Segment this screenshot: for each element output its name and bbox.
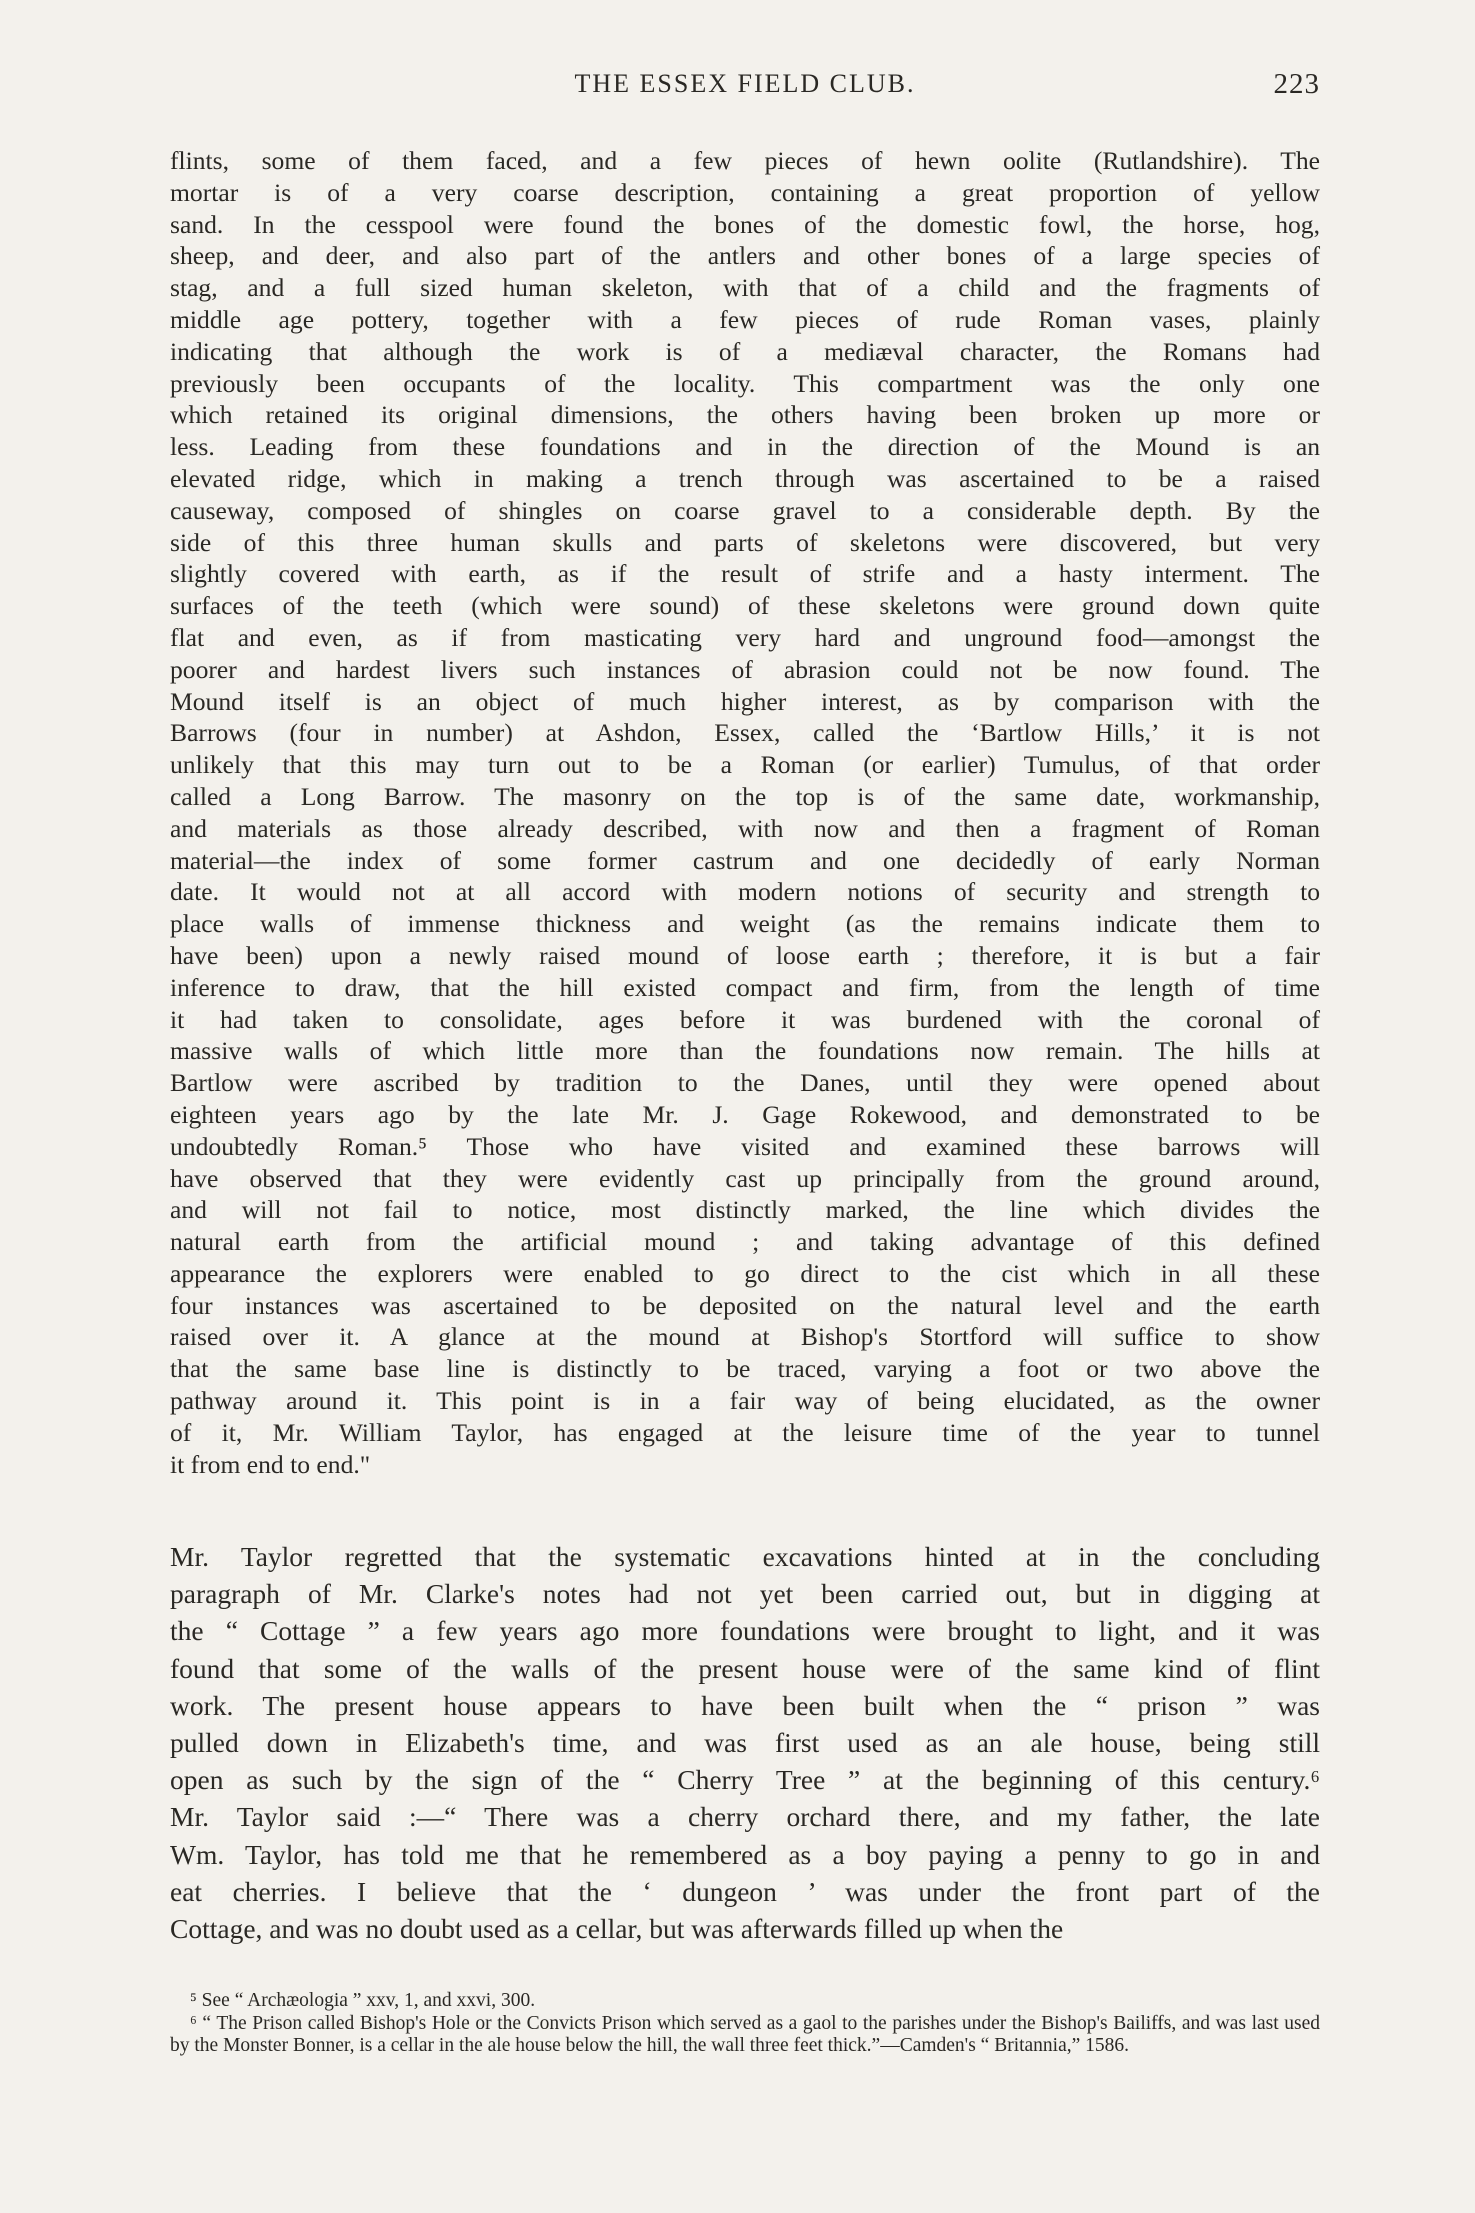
body-text-line: the “ Cottage ” a few years ago more foundations were brought to light, and it was xyxy=(170,1615,1320,1647)
quote-text-line: inference to draw, that the hill existed compact and firm, from the length of time xyxy=(170,972,1320,1002)
quote-text-line: four instances was ascertained to be deposited on the natural level and the earth xyxy=(170,1290,1320,1320)
quote-text-line: Bartlow were ascribed by tradition to the Danes, until they were opened about xyxy=(170,1068,1320,1098)
quote-text-line: Mound itself is an object of much higher interest, as by comparison with the xyxy=(170,686,1320,716)
quote-text-line: it had taken to consolidate, ages before it was burdened with the coronal of xyxy=(170,1004,1320,1034)
quote-text-line: indicating that although the work is of a mediæval character, the Romans had xyxy=(170,336,1320,366)
quote-text-line: which retained its original dimensions, the others having been broken up more or xyxy=(170,400,1320,430)
body-text-line: paragraph of Mr. Clarke's notes had not yet been carried out, but in digging at xyxy=(170,1578,1320,1610)
body-text-line: open as such by the sign of the “ Cherry Tree ” at the beginning of this century.⁶ xyxy=(170,1764,1320,1796)
quote-text-line: surfaces of the teeth (which were sound) of these skeletons were ground down quite xyxy=(170,591,1320,621)
body-text-line: eat cherries. I believe that the ‘ dungeon ’ was under the front part of the xyxy=(170,1875,1320,1907)
quote-text-line: middle age pottery, together with a few pieces of rude Roman vases, plainly xyxy=(170,304,1320,334)
quote-text-line: poorer and hardest livers such instances of abrasion could not be now found. The xyxy=(170,654,1320,684)
quote-text-line: elevated ridge, which in making a trench through was ascertained to be a raised xyxy=(170,463,1320,493)
footnote-6: ⁶ “ The Prison called Bishop's Hole or the Convicts Prison which served as a gaol to the parishes under the Bishop's Bailiffs, and was last used by the Monster Bonner, is a cellar in the ale house below the hill, the wall three feet thick.”—Camden's “ Britannia,” 1586. xyxy=(170,2012,1320,2056)
quote-text-line: appearance the explorers were enabled to go direct to the cist which in all these xyxy=(170,1258,1320,1288)
quote-text-line: previously been occupants of the locality. This compartment was the only one xyxy=(170,368,1320,398)
quote-text-line: mortar is of a very coarse description, containing a great proportion of yellow xyxy=(170,177,1320,207)
body-text-line: found that some of the walls of the present house were of the same kind of flint xyxy=(170,1652,1320,1684)
quote-text-line: that the same base line is distinctly to be traced, varying a foot or two above the xyxy=(170,1354,1320,1384)
body-text-line: Cottage, and was no doubt used as a cellar, but was afterwards filled up when the xyxy=(170,1913,1064,1945)
quote-text-line: flat and even, as if from masticating very hard and unground food—amongst the xyxy=(170,622,1320,652)
running-head xyxy=(170,64,1320,104)
quote-text-line: material—the index of some former castrum and one decidedly of early Norman xyxy=(170,845,1320,875)
footnotes xyxy=(170,1990,1320,2058)
quote-text-line: place walls of immense thickness and weight (as the remains indicate them to xyxy=(170,909,1320,939)
body-text-line: Mr. Taylor regretted that the systematic excavations hinted at in the concluding xyxy=(170,1541,1320,1572)
quote-text-line: Barrows (four in number) at Ashdon, Essex, called the ‘Bartlow Hills,’ it is not xyxy=(170,718,1320,748)
quote-text-line: sheep, and deer, and also part of the antlers and other bones of a large species of xyxy=(170,241,1320,271)
quote-text-line: side of this three human skulls and parts of skeletons were discovered, but very xyxy=(170,527,1320,557)
quote-text-line: unlikely that this may turn out to be a Roman (or earlier) Tumulus, of that order xyxy=(170,750,1320,780)
body-text-line: work. The present house appears to have been built when the “ prison ” was xyxy=(170,1689,1320,1721)
body-text-line: Wm. Taylor, has told me that he remembered as a boy paying a penny to go in and xyxy=(170,1838,1320,1870)
running-title: THE ESSEX FIELD CLUB. xyxy=(574,69,916,98)
quote-text-line: sand. In the cesspool were found the bones of the domestic fowl, the horse, hog, xyxy=(170,209,1320,239)
footnote-5: ⁵ See “ Archæologia ” xxv, 1, and xxvi, 300. xyxy=(190,1990,536,2011)
quote-text-line: it from end to end." xyxy=(170,1449,371,1479)
quote-text-line: flints, some of them faced, and a few pieces of hewn oolite (Rutlandshire). The xyxy=(170,146,1320,175)
quoted-notes-paragraph xyxy=(170,145,1320,1480)
quote-text-line: stag, and a full sized human skeleton, with that of a child and the fragments of xyxy=(170,273,1320,303)
quote-text-line: and materials as those already described, with now and then a fragment of Roman xyxy=(170,813,1320,843)
quote-text-line: of it, Mr. William Taylor, has engaged at the leisure time of the year to tunnel xyxy=(170,1417,1320,1447)
quote-text-line: raised over it. A glance at the mound at Bishop's Stortford will suffice to show xyxy=(170,1322,1320,1352)
quote-text-line: pathway around it. This point is in a fair way of being elucidated, as the owner xyxy=(170,1386,1320,1416)
quote-text-line: undoubtedly Roman.⁵ Those who have visited and examined these barrows will xyxy=(170,1131,1320,1161)
quote-text-line: massive walls of which little more than the foundations now remain. The hills at xyxy=(170,1036,1320,1066)
quote-text-line: have been) upon a newly raised mound of loose earth ; therefore, it is but a fair xyxy=(170,940,1320,970)
quote-text-line: date. It would not at all accord with modern notions of security and strength to xyxy=(170,877,1320,907)
quote-text-line: have observed that they were evidently cast up principally from the ground around, xyxy=(170,1163,1320,1193)
body-text-line: pulled down in Elizabeth's time, and was first used as an ale house, being still xyxy=(170,1727,1320,1759)
quote-text-line: natural earth from the artificial mound ; and taking advantage of this defined xyxy=(170,1227,1320,1257)
body-paragraph xyxy=(170,1538,1320,1947)
body-text-line: Mr. Taylor said :—“ There was a cherry orchard there, and my father, the late xyxy=(170,1801,1320,1833)
quote-text-line: and will not fail to notice, most distinctly marked, the line which divides the xyxy=(170,1195,1320,1225)
quote-text-line: called a Long Barrow. The masonry on the top is of the same date, workmanship, xyxy=(170,781,1320,811)
page-number: 223 xyxy=(1273,68,1320,100)
quote-text-line: slightly covered with earth, as if the result of strife and a hasty interment. The xyxy=(170,559,1320,589)
quote-text-line: causeway, composed of shingles on coarse gravel to a considerable depth. By the xyxy=(170,495,1320,525)
quote-text-line: eighteen years ago by the late Mr. J. Gage Rokewood, and demonstrated to be xyxy=(170,1099,1320,1129)
quote-text-line: less. Leading from these foundations and in the direction of the Mound is an xyxy=(170,432,1320,462)
